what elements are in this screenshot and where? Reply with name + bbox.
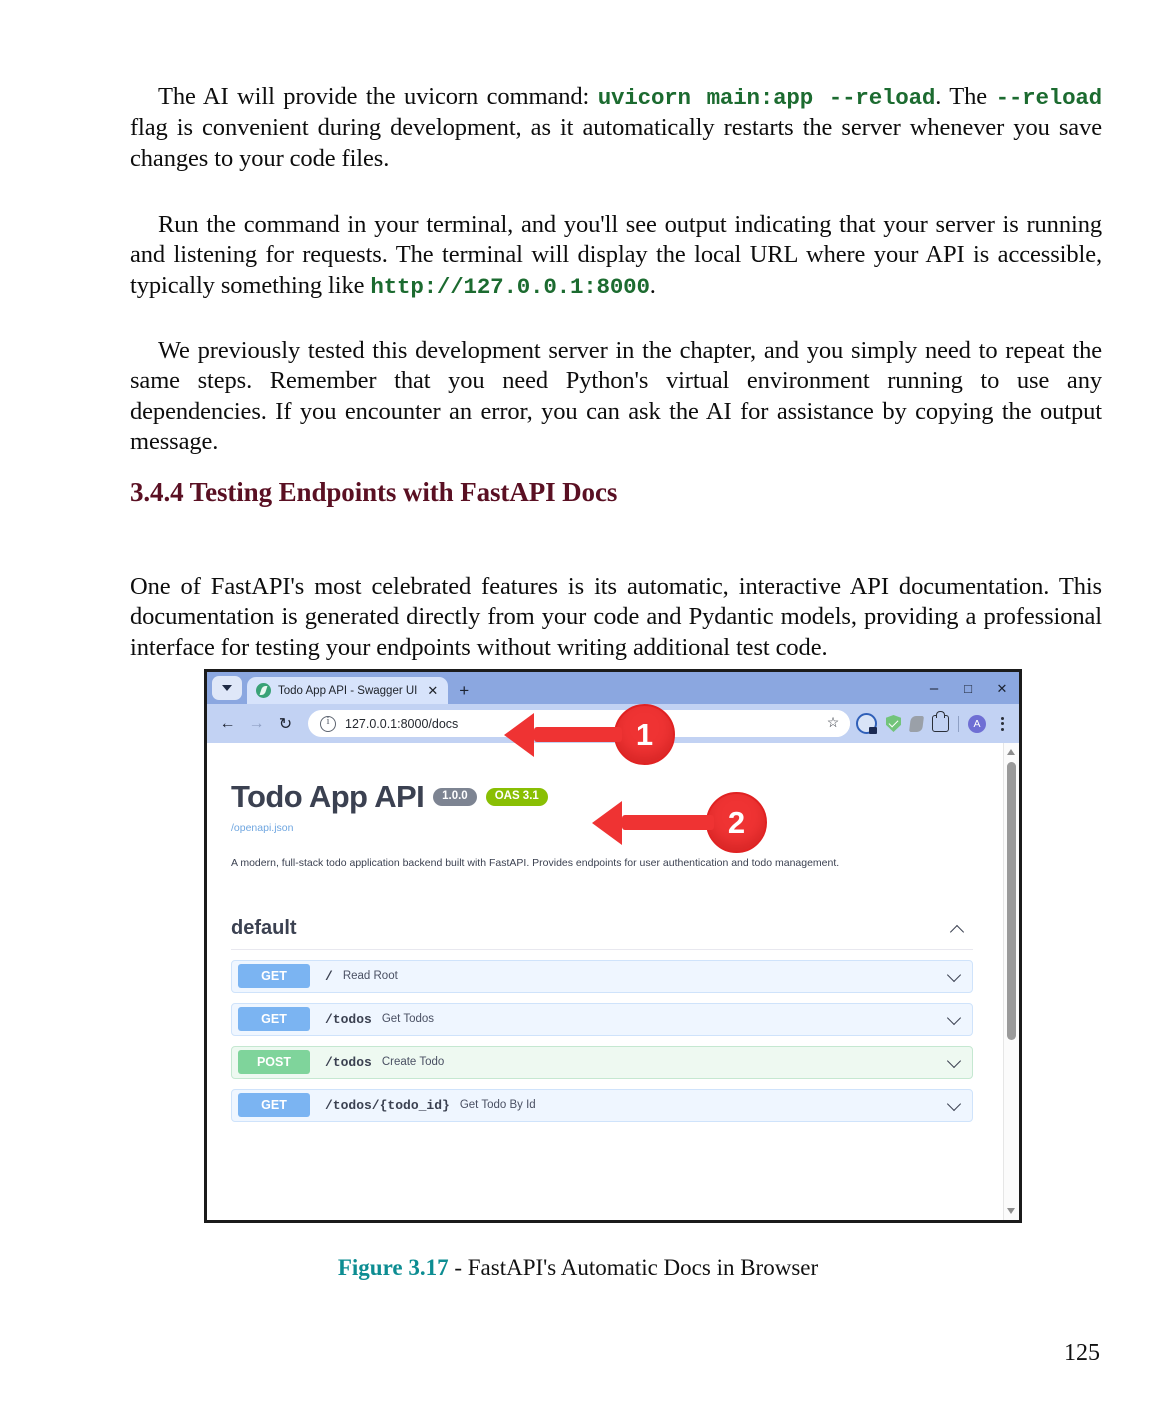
scroll-up-arrow-icon[interactable] xyxy=(1007,749,1015,755)
fastapi-favicon-icon xyxy=(256,683,271,698)
chevron-down-icon[interactable] xyxy=(947,1101,962,1110)
grey-extension-icon[interactable] xyxy=(909,716,924,732)
operation-row-post-todos[interactable] xyxy=(231,1046,973,1079)
paragraph-2-part1: Run the command in your terminal, and you'll see output indicating that your server is running and listening for requests. The terminal will display the local URL where your API is accessible, typically something like xyxy=(130,210,1102,299)
new-tab-button[interactable]: + xyxy=(459,681,470,700)
window-maximize-button[interactable]: □ xyxy=(964,680,972,696)
inline-code-uvicorn-command: uvicorn main:app --reload xyxy=(597,84,936,111)
toolbar-icons xyxy=(856,713,1013,734)
paragraph-4 xyxy=(130,572,1102,664)
page-number: 125 xyxy=(1064,1340,1100,1366)
browser-tab-title: Todo App API - Swagger UI xyxy=(278,684,418,697)
oas-version-badge: OAS 3.1 xyxy=(486,788,548,806)
tag-section-title: default xyxy=(231,916,297,939)
section-heading: 3.4.4 Testing Endpoints with FastAPI Docs xyxy=(130,477,618,507)
paragraph-1-part3: flag is convenient during development, as it automatically restarts the server whenever you save changes to your code files. xyxy=(130,114,1102,172)
viewport-bottom-edge xyxy=(207,1220,1019,1223)
extensions-puzzle-icon[interactable] xyxy=(932,715,949,732)
operation-row-get-todo-by-id[interactable] xyxy=(231,1089,973,1122)
window-close-button[interactable]: ✕ xyxy=(996,680,1008,696)
tab-search-button[interactable] xyxy=(212,676,242,700)
profile-avatar[interactable]: A xyxy=(968,715,986,733)
chevron-down-icon[interactable] xyxy=(947,1015,962,1024)
address-bar-url: 127.0.0.1:8000/docs xyxy=(345,716,459,731)
paragraph-1-part1: The AI will provide the uvicorn command: xyxy=(158,82,598,110)
api-version-badge: 1.0.0 xyxy=(433,788,477,806)
inline-code-reload-flag: --reload xyxy=(995,84,1102,111)
three-dot-menu-icon[interactable] xyxy=(995,717,1009,731)
tag-section-header-default[interactable] xyxy=(231,917,973,950)
operation-summary: Read Root xyxy=(342,970,398,982)
api-title: Todo App API xyxy=(231,779,425,814)
operation-path: /todos xyxy=(325,1011,372,1027)
chevron-down-icon[interactable] xyxy=(947,972,962,981)
site-info-icon[interactable] xyxy=(320,716,336,732)
annotation-marker-1 xyxy=(504,704,675,765)
annotation-badge-1: 1 xyxy=(614,704,675,765)
scrollbar-thumb[interactable] xyxy=(1007,762,1016,1040)
annotation-arrow-2 xyxy=(592,810,714,836)
paragraph-3 xyxy=(130,336,1102,458)
annotation-marker-2 xyxy=(592,792,767,853)
paragraph-2 xyxy=(130,210,1102,303)
operation-summary: Get Todos xyxy=(381,1013,435,1025)
incognito-lock-icon[interactable] xyxy=(856,713,877,734)
operation-summary: Create Todo xyxy=(381,1056,445,1068)
chevron-down-icon xyxy=(222,685,232,691)
paragraph-1 xyxy=(130,82,1102,175)
operation-path: /todos/{todo_id} xyxy=(325,1097,450,1113)
forward-button[interactable]: → xyxy=(248,714,265,732)
figure-caption-text: - FastAPI's Automatic Docs in Browser xyxy=(448,1255,819,1280)
operation-method-badge: GET xyxy=(238,1093,310,1117)
paragraph-2-part2: . xyxy=(649,271,656,299)
inline-code-local-url: http://127.0.0.1:8000 xyxy=(370,273,650,300)
green-shield-icon[interactable] xyxy=(886,715,901,732)
operation-method-badge: POST xyxy=(238,1050,310,1074)
operation-method-badge: GET xyxy=(238,964,310,988)
annotation-arrow-1 xyxy=(504,722,622,748)
paragraph-3-text: We previously tested this development server in the chapter, and you simply need to repeat the same steps. Remember that you need Python's virtual environment running to use any dependencies. If you encounter an error, you can ask the AI for assistance by copying the output message. xyxy=(130,336,1102,455)
back-button[interactable]: ← xyxy=(219,714,236,732)
operation-method-badge: GET xyxy=(238,1007,310,1031)
chevron-down-icon[interactable] xyxy=(947,1058,962,1067)
api-description: A modern, full-stack todo application backend built with FastAPI. Provides endpoints for user authentication and todo management. xyxy=(231,857,840,869)
operation-path: /todos xyxy=(325,1054,372,1070)
operation-summary: Get Todo By Id xyxy=(459,1099,536,1111)
toolbar-divider xyxy=(958,716,959,732)
operation-path: / xyxy=(325,968,333,984)
window-minimize-button[interactable]: – xyxy=(929,679,939,697)
reload-button[interactable]: ↻ xyxy=(278,715,293,733)
window-controls xyxy=(917,672,1019,704)
tab-search-area[interactable] xyxy=(207,672,247,704)
operation-row-get-read-root[interactable] xyxy=(231,960,973,993)
arrow-head-icon xyxy=(504,713,534,757)
scroll-down-arrow-icon[interactable] xyxy=(1007,1208,1015,1214)
paragraph-1-part2: . The xyxy=(935,82,996,110)
annotation-badge-2: 2 xyxy=(706,792,767,853)
arrow-head-icon xyxy=(592,801,622,845)
bookmark-star-icon[interactable]: ☆ xyxy=(816,710,850,737)
operation-row-get-todos[interactable] xyxy=(231,1003,973,1036)
vertical-scrollbar[interactable] xyxy=(1003,743,1019,1220)
browser-tab[interactable] xyxy=(247,677,448,704)
tab-close-icon[interactable]: ✕ xyxy=(427,683,439,698)
figure-caption-label: Figure 3.17 xyxy=(337,1255,449,1280)
arrow-shaft xyxy=(534,727,622,742)
openapi-json-link[interactable]: /openapi.json xyxy=(231,822,294,834)
figure-caption xyxy=(0,1255,1156,1281)
arrow-shaft xyxy=(622,815,714,830)
chevron-up-icon[interactable] xyxy=(950,924,965,933)
paragraph-4-text: One of FastAPI's most celebrated features is its automatic, interactive API documentation. This documentation is generated directly from your code and Pydantic models, providing a professional interface for testing your endpoints without writing additional test code. xyxy=(130,572,1102,661)
browser-title-bar xyxy=(207,672,1019,704)
